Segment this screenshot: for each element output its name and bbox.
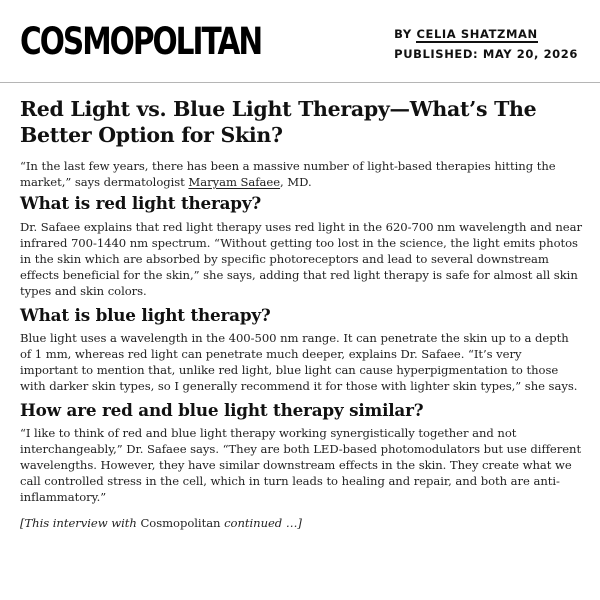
publish-line	[394, 44, 578, 64]
section-heading-similarities: How are red and blue light therapy similar?	[20, 400, 424, 420]
section-body-red-light: Dr. Safaee explains that red light therapy uses red light in the 620-700 nm wavelength and near infrared 700-1440 nm spectrum. “Without getting too lost in the science, the light emits photos in the skin which are absorbed by specific photoreceptors and lead to several downstream effects beneficial for the skin,” she says, adding that red light therapy is safe for almost all skin types and skin colors.	[20, 220, 582, 298]
dermatologist-link[interactable]: Maryam Safaee	[188, 175, 281, 189]
article-lede	[20, 158, 582, 190]
article-title: Red Light vs. Blue Light Therapy—What’s The Better Option for Skin?	[20, 97, 537, 147]
lede-text-after: , MD.	[280, 175, 312, 189]
masthead	[0, 0, 600, 83]
published-label: PUBLISHED:	[394, 47, 483, 61]
continued-note	[20, 515, 582, 531]
byline	[394, 24, 578, 64]
article-body	[20, 96, 582, 531]
continued-text-before: [This interview with	[20, 516, 141, 530]
author-link[interactable]: CELIA SHATZMAN	[416, 27, 538, 41]
author-line	[394, 24, 578, 44]
byline-prefix: BY	[394, 27, 417, 41]
publication-name: Cosmopolitan	[140, 516, 221, 530]
section-body-blue-light: Blue light uses a wavelength in the 400-500 nm range. It can penetrate the skin up to a depth of 1 mm, whereas red light can penetrate much deeper, explains Dr. Safaee. “It’s very important to mention that, unlike red light, blue light can cause hyperpigmentation to those with darker skin types, so I generally recommend it for those with lighter skin types,” she says.	[20, 331, 578, 393]
continued-text-after: continued …]	[220, 516, 302, 530]
section-body-similarities: “I like to think of red and blue light therapy working synergistically together and not interchangeably,” Dr. Safaee says. “They are both LED-based photomodulators but use different wavelengths. However, they have similar downstream effects in the skin. They create what we call controlled stress in the cell, which in turn leads to healing and repair, and both are anti-inflammatory.”	[20, 426, 582, 504]
section-heading-red-light: What is red light therapy?	[20, 193, 262, 213]
site-logo[interactable]: COSMOPOLITAN	[20, 20, 262, 63]
lede-text-before: “In the last few years, there has been a massive number of light-based therapies hitting the market,” says dermatologist	[20, 159, 556, 189]
section-heading-blue-light: What is blue light therapy?	[20, 305, 271, 325]
published-date: MAY 20, 2026	[482, 47, 578, 61]
